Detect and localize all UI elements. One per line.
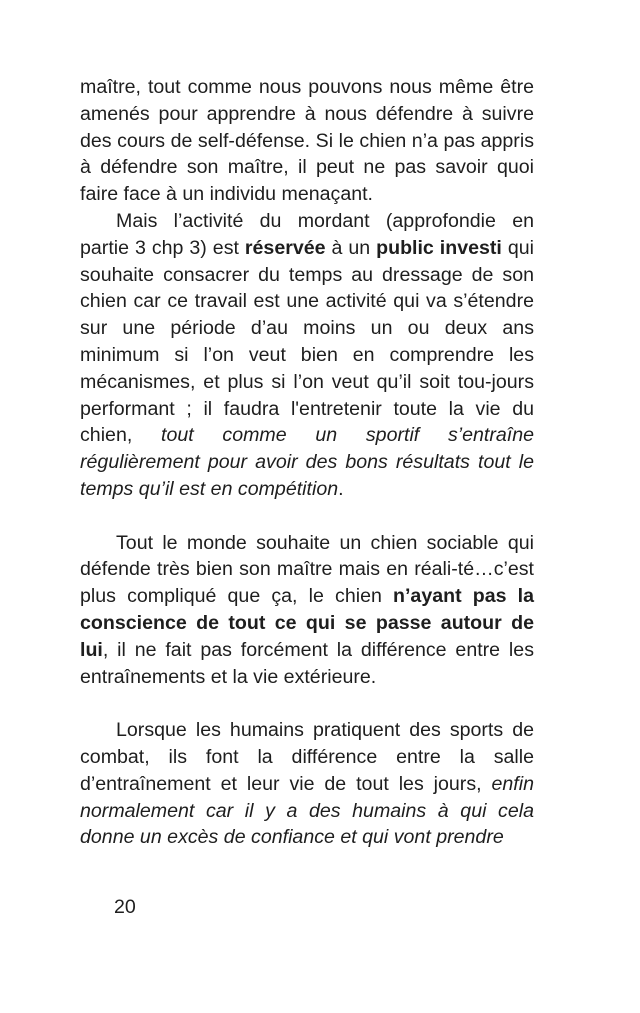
paragraph-3-text: , il ne fait pas forcément la différence entre les entraînements et la vie extérieure. bbox=[80, 638, 534, 688]
paragraph-2-text: qui souhaite consacrer du temps au dressage de son chien car ce travail est une activité qui va s’étendre sur une période d’au moins un ou deux ans minimum si l’on veut bien en comprendre les mécanismes, et plus si l’on veut qu’il soit tou-jours performant ; il faudra l'entretenir toute la vie du chien, bbox=[80, 236, 534, 447]
paragraph-3-text: Tout le monde souhaite un chien sociable qui défende très bien son maître mais en réali-té…c’est plus compliqué que ça, le chien bbox=[80, 531, 534, 608]
paragraph-2-text: Mais l’activité du mordant (approfondie en partie 3 chp 3) est bbox=[80, 209, 534, 259]
paragraph-2-text: à un bbox=[325, 236, 377, 259]
paragraph-3 bbox=[80, 530, 534, 691]
paragraph-2 bbox=[80, 208, 534, 503]
paragraph-spacer bbox=[80, 503, 534, 530]
emphasis-conscience: n’ayant pas la conscience de tout ce qui se passe autour de lui bbox=[80, 585, 534, 661]
italic-sportif: tout comme un sportif s’entraîne régulièrement pour avoir des bons résultats tout le temps qu’il est en compétition bbox=[80, 424, 535, 500]
page-body bbox=[80, 74, 534, 851]
emphasis-public-investi: public investi bbox=[376, 236, 502, 259]
paragraph-4-text: Lorsque les humains pratiquent des sports de combat, ils font la différence entre la salle d’entraînement et leur vie de tout les jours, bbox=[80, 719, 534, 795]
paragraph-1: maître, tout comme nous pouvons nous même être amenés pour apprendre à nous défendre à suivre des cours de self-défense. Si le chien n’a pas appris à défendre son maître, il peut ne pas savoir quoi faire face à un individu menaçant. bbox=[80, 76, 534, 206]
emphasis-reservee: réservée bbox=[244, 236, 326, 259]
paragraph-4 bbox=[80, 717, 534, 851]
paragraph-2-text: . bbox=[338, 477, 344, 500]
paragraph-spacer bbox=[80, 690, 534, 717]
italic-normalement: enfin normalement car il y a des humains à qui cela donne un excès de confiance et qui vont prendre bbox=[80, 772, 534, 849]
page-number: 20 bbox=[114, 896, 136, 918]
